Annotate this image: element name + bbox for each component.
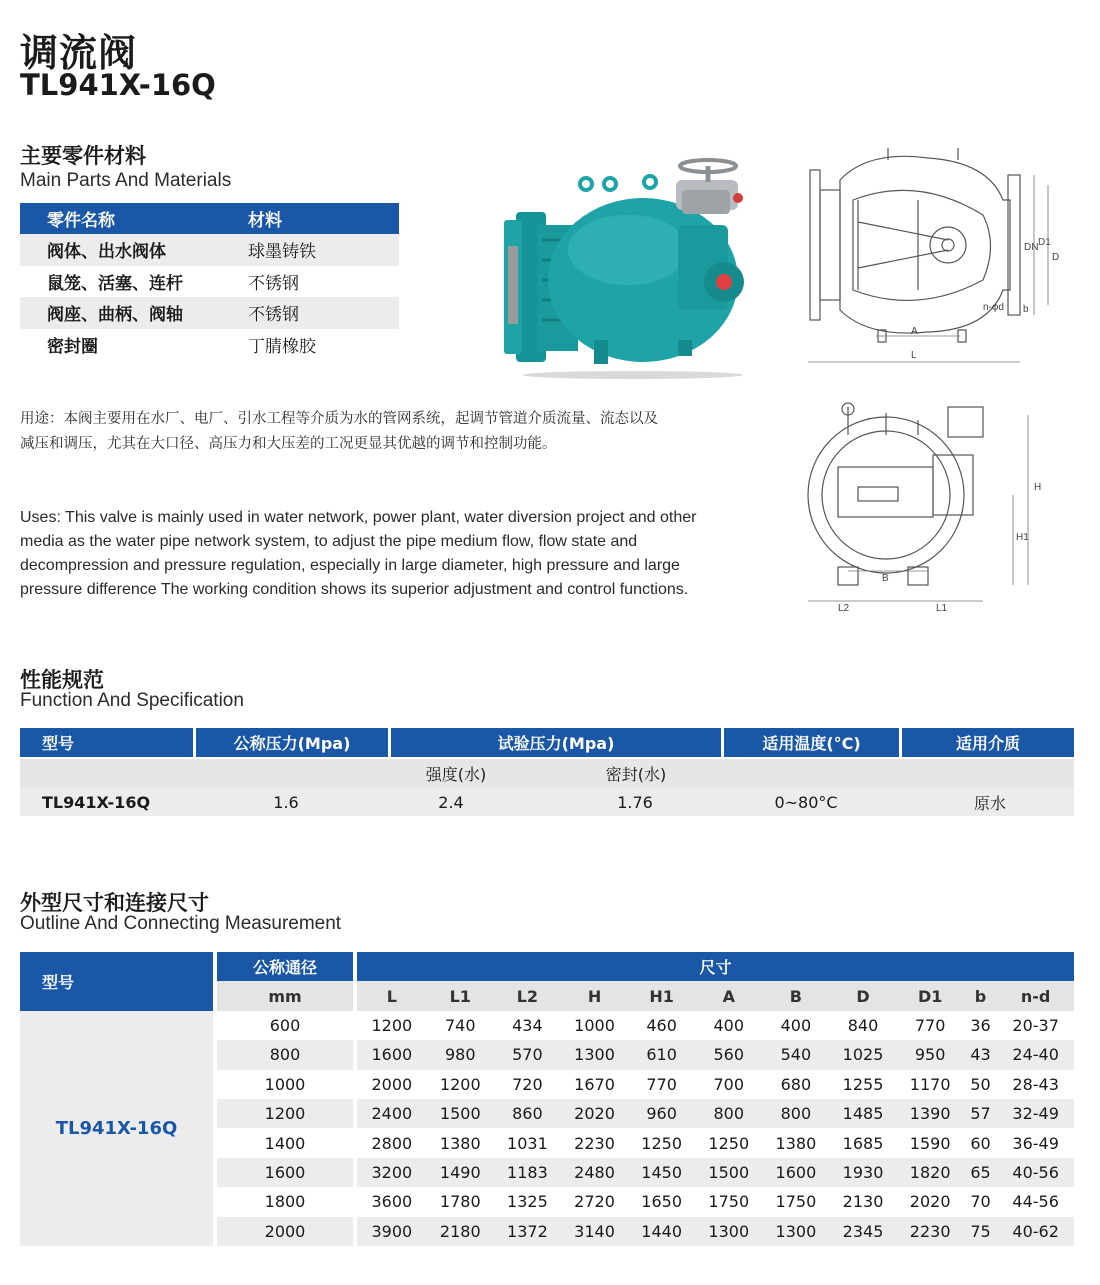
materials-row <box>20 266 399 298</box>
dim-cell-value: 2345 <box>829 1217 896 1246</box>
dim-cell-value: 1200 <box>353 1011 427 1040</box>
dim-label-a: A <box>911 326 918 337</box>
dim-col-model: 型号 <box>20 952 213 1011</box>
dim-col-l: L <box>353 981 427 1010</box>
dim-cell-value: 560 <box>695 1040 762 1069</box>
table-row <box>20 1011 1074 1040</box>
valve-side-drawing <box>798 395 1060 617</box>
dim-cell-value: 28-43 <box>997 1070 1074 1099</box>
dim-model: TL941X-16Q <box>20 1011 213 1246</box>
spec-temperature: 0~80°C <box>774 792 838 812</box>
col-part-name: 零件名称 <box>20 203 220 234</box>
dim-cell-value: 570 <box>494 1040 561 1069</box>
dim-cell-value: 2230 <box>561 1128 628 1157</box>
spec-col-test-pressure: 试验压力(Mpa) <box>391 728 721 757</box>
dim-col-size: 尺寸 <box>353 952 1074 981</box>
dim-cell-value: 1250 <box>695 1128 762 1157</box>
dim-cell-value: 2720 <box>561 1187 628 1216</box>
dim-cell-value: 40-62 <box>997 1217 1074 1246</box>
dim-label-d: D <box>1052 252 1060 263</box>
spec-subheader-row <box>20 759 1074 788</box>
dim-cell-value: 1000 <box>561 1011 628 1040</box>
dim-cell-value: 770 <box>628 1070 695 1099</box>
dim-cell-dn: 1200 <box>213 1099 353 1128</box>
dim-cell-value: 2800 <box>353 1128 427 1157</box>
materials-row <box>20 329 399 361</box>
dim-col-d: D <box>829 981 896 1010</box>
dim-cell-value: 3900 <box>353 1217 427 1246</box>
part-name: 鼠笼、活塞、连杆 <box>20 266 220 298</box>
dim-cell-value: 1500 <box>695 1158 762 1187</box>
dim-cell-value: 800 <box>695 1099 762 1128</box>
dim-cell-value: 1300 <box>561 1040 628 1069</box>
dim-cell-value: 860 <box>494 1099 561 1128</box>
part-name: 阀座、曲柄、阀轴 <box>20 297 220 329</box>
part-name: 密封圈 <box>20 329 220 361</box>
dim-cell-dn: 800 <box>213 1040 353 1069</box>
dim-label-d1: D1 <box>1038 237 1051 248</box>
dim-title-cn: 外型尺寸和连接尺寸 <box>20 891 209 915</box>
dim-cell-value: 840 <box>829 1011 896 1040</box>
dim-cell-value: 2180 <box>427 1217 494 1246</box>
dim-cell-value: 1250 <box>628 1128 695 1157</box>
dim-cell-value: 36-49 <box>997 1128 1074 1157</box>
dim-cell-value: 2230 <box>897 1217 964 1246</box>
dim-col-dn: 公称通径 <box>213 952 353 981</box>
dim-label-l2: L2 <box>838 603 850 614</box>
dim-cell-value: 1670 <box>561 1070 628 1099</box>
spec-sub-strength: 强度(水) <box>425 765 487 784</box>
dim-label-l1: L1 <box>936 603 948 614</box>
dim-label-h: H <box>1034 482 1042 493</box>
dimensions-body <box>20 1011 1074 1246</box>
dim-cell-value: 950 <box>897 1040 964 1069</box>
dim-cell-value: 1390 <box>897 1099 964 1128</box>
dim-cell-value: 540 <box>762 1040 829 1069</box>
materials-row <box>20 234 399 266</box>
spec-data-row <box>20 788 1074 816</box>
materials-title-cn: 主要零件材料 <box>20 144 146 168</box>
dim-cell-value: 24-40 <box>997 1040 1074 1069</box>
dim-cell-value: 1025 <box>829 1040 896 1069</box>
dim-cell-value: 43 <box>964 1040 998 1069</box>
spec-seal: 1.76 <box>617 792 653 812</box>
dim-cell-value: 40-56 <box>997 1158 1074 1187</box>
dim-cell-value: 1372 <box>494 1217 561 1246</box>
spec-col-temperature: 适用温度(°C) <box>724 728 899 757</box>
part-name: 阀体、出水阀体 <box>20 234 220 266</box>
dim-label-bb: B <box>882 573 889 584</box>
uses-text-en: Uses: This valve is mainly used in water network, power plant, water diversion project and other media as the water pipe network system, to adjust the pipe medium flow, flow state and decompression and pressure regulation, especially in large diameter, high pressure and large pressure difference The working condition shows its superior adjustment and control functions. <box>20 509 697 598</box>
dim-cell-value: 800 <box>762 1099 829 1128</box>
spec-col-medium: 适用介质 <box>902 728 1074 757</box>
dim-cell-value: 1600 <box>353 1040 427 1069</box>
dim-cell-value: 36 <box>964 1011 998 1040</box>
dim-cell-value: 1500 <box>427 1099 494 1128</box>
spec-model: TL941X-16Q <box>42 792 151 812</box>
col-material: 材料 <box>220 203 399 234</box>
dim-cell-value: 1255 <box>829 1070 896 1099</box>
dim-cell-dn: 1800 <box>213 1187 353 1216</box>
dim-cell-dn: 1600 <box>213 1158 353 1187</box>
dim-cell-value: 1300 <box>762 1217 829 1246</box>
part-material: 球墨铸铁 <box>220 234 399 266</box>
dim-cell-value: 1750 <box>762 1187 829 1216</box>
dim-cell-dn: 600 <box>213 1011 353 1040</box>
dim-cell-dn: 1400 <box>213 1128 353 1157</box>
dim-cell-value: 400 <box>695 1011 762 1040</box>
product-model: TL941X-16Q <box>20 68 216 102</box>
dim-col-l1: L1 <box>427 981 494 1010</box>
dim-cell-value: 1780 <box>427 1187 494 1216</box>
dim-cell-value: 1600 <box>762 1158 829 1187</box>
dim-cell-value: 740 <box>427 1011 494 1040</box>
dim-cell-value: 960 <box>628 1099 695 1128</box>
materials-header-row <box>20 203 399 234</box>
dim-cell-value: 20-37 <box>997 1011 1074 1040</box>
dim-cell-value: 3140 <box>561 1217 628 1246</box>
dimensions-table <box>20 952 1074 1246</box>
dim-cell-value: 980 <box>427 1040 494 1069</box>
dim-cell-value: 1685 <box>829 1128 896 1157</box>
dim-cell-value: 1300 <box>695 1217 762 1246</box>
valve-product-image <box>498 150 760 380</box>
dim-unit: mm <box>213 981 353 1010</box>
spec-title-en: Function And Specification <box>20 690 244 711</box>
dim-cell-value: 2400 <box>353 1099 427 1128</box>
dim-col-b-upper: B <box>762 981 829 1010</box>
dim-cell-value: 2000 <box>353 1070 427 1099</box>
dim-cell-value: 770 <box>897 1011 964 1040</box>
dim-cell-value: 1450 <box>628 1158 695 1187</box>
dim-cell-value: 3600 <box>353 1187 427 1216</box>
dim-cell-value: 1490 <box>427 1158 494 1187</box>
dim-cell-value: 1590 <box>897 1128 964 1157</box>
spec-nominal: 1.6 <box>273 792 299 812</box>
materials-title-en: Main Parts And Materials <box>20 170 232 191</box>
dim-cell-value: 70 <box>964 1187 998 1216</box>
dim-col-l2: L2 <box>494 981 561 1010</box>
dim-cell-value: 2480 <box>561 1158 628 1187</box>
dim-cell-value: 1930 <box>829 1158 896 1187</box>
materials-row <box>20 297 399 329</box>
dim-cell-value: 65 <box>964 1158 998 1187</box>
spec-title-cn: 性能规范 <box>20 668 104 692</box>
dim-label-nd: n-φd <box>983 302 1004 313</box>
spec-col-nominal-pressure: 公称压力(Mpa) <box>196 728 388 757</box>
dim-cell-value: 610 <box>628 1040 695 1069</box>
dim-col-a: A <box>695 981 762 1010</box>
dim-cell-value: 1440 <box>628 1217 695 1246</box>
dim-cell-value: 1380 <box>762 1128 829 1157</box>
dim-col-d1: D1 <box>897 981 964 1010</box>
dim-cell-value: 1820 <box>897 1158 964 1187</box>
spec-strength: 2.4 <box>438 792 464 812</box>
spec-col-model: 型号 <box>20 728 193 757</box>
dim-label-h1: H1 <box>1016 532 1029 543</box>
dim-cell-value: 50 <box>964 1070 998 1099</box>
dim-cell-value: 1485 <box>829 1099 896 1128</box>
dim-label-b: b <box>1023 304 1029 315</box>
dim-cell-value: 1750 <box>695 1187 762 1216</box>
dim-cell-value: 1170 <box>897 1070 964 1099</box>
dim-cell-value: 2020 <box>897 1187 964 1216</box>
dim-cell-value: 32-49 <box>997 1099 1074 1128</box>
valve-section-drawing <box>798 140 1060 372</box>
product-title: 调流阀 <box>20 31 138 75</box>
dim-cell-value: 460 <box>628 1011 695 1040</box>
part-material: 不锈钢 <box>220 297 399 329</box>
dim-cell-value: 3200 <box>353 1158 427 1187</box>
dim-cell-value: 2020 <box>561 1099 628 1128</box>
dim-cell-value: 1200 <box>427 1070 494 1099</box>
dim-cell-value: 1031 <box>494 1128 561 1157</box>
dim-cell-value: 1183 <box>494 1158 561 1187</box>
dim-cell-value: 1380 <box>427 1128 494 1157</box>
dim-cell-dn: 2000 <box>213 1217 353 1246</box>
dim-cell-value: 2130 <box>829 1187 896 1216</box>
dim-cell-value: 1325 <box>494 1187 561 1216</box>
dim-cell-value: 700 <box>695 1070 762 1099</box>
dim-label-dn: DN <box>1024 242 1039 253</box>
part-material: 不锈钢 <box>220 266 399 298</box>
uses-text-cn: 用途：本阀主要用在水厂、电厂、引水工程等介质为水的管网系统，起调节管道介质流量、流态以及减压和调压，尤其在大口径、高压力和大压差的工况更显其优越的调节和控制功能。 <box>20 411 658 452</box>
part-material: 丁腈橡胶 <box>220 329 399 361</box>
dim-cell-value: 60 <box>964 1128 998 1157</box>
spec-medium: 原水 <box>973 793 1006 813</box>
dim-cell-value: 44-56 <box>997 1187 1074 1216</box>
materials-table <box>20 203 399 360</box>
dim-col-b: b <box>964 981 998 1010</box>
dim-cell-value: 720 <box>494 1070 561 1099</box>
dim-cell-value: 680 <box>762 1070 829 1099</box>
dim-title-en: Outline And Connecting Measurement <box>20 913 342 934</box>
dim-cell-value: 400 <box>762 1011 829 1040</box>
dim-cell-value: 434 <box>494 1011 561 1040</box>
dim-cell-value: 57 <box>964 1099 998 1128</box>
dim-col-h: H <box>561 981 628 1010</box>
spec-sub-seal: 密封(水) <box>605 765 667 784</box>
dim-label-l: L <box>911 350 917 361</box>
dim-col-h1: H1 <box>628 981 695 1010</box>
dim-cell-value: 75 <box>964 1217 998 1246</box>
dim-col-nd: n-d <box>997 981 1074 1010</box>
dim-cell-value: 1650 <box>628 1187 695 1216</box>
dim-cell-dn: 1000 <box>213 1070 353 1099</box>
